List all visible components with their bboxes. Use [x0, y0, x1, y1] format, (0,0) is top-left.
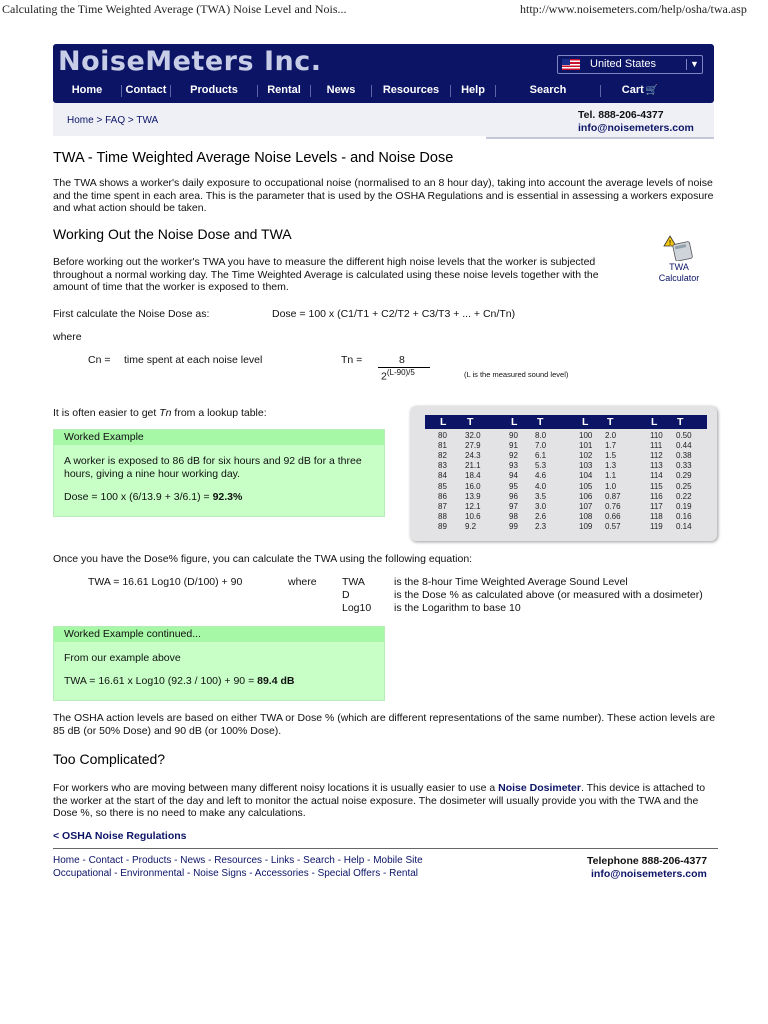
lookup-cell-time: 2.3 — [535, 521, 547, 531]
section-heading-complicated: Too Complicated? — [53, 751, 166, 767]
lookup-cell-time: 2.0 — [605, 431, 617, 440]
lookup-cell-level: 80 — [438, 431, 447, 440]
lookup-cell-level: 100 — [579, 431, 593, 440]
footer-separator: - — [111, 868, 121, 879]
lookup-cell-time: 21.1 — [465, 461, 481, 471]
worked-continued-formula — [54, 675, 384, 688]
footer-link-resources[interactable]: Resources — [214, 855, 263, 866]
lookup-cell-level: 99 — [509, 521, 518, 531]
section-heading-working: Working Out the Noise Dose and TWA — [53, 226, 292, 242]
lookup-cell-time: 1.5 — [605, 451, 617, 461]
lookup-cell-time: 4.6 — [535, 471, 547, 481]
lookup-header-t: T — [677, 416, 684, 428]
lookup-text-tn: Tn — [159, 407, 172, 419]
nav-products[interactable]: Products — [190, 84, 238, 97]
footer-separator: - — [334, 855, 344, 866]
lookup-cell-time: 0.29 — [676, 471, 692, 481]
lookup-cell-time: 0.22 — [676, 491, 692, 501]
footer-links-row1 — [53, 855, 423, 867]
lookup-header-t: T — [537, 416, 544, 428]
calc-label-line1: TWA — [669, 262, 689, 272]
footer-link-noise-signs[interactable]: Noise Signs — [193, 868, 247, 879]
lookup-cell-level: 108 — [579, 511, 593, 521]
tn-base: 2 — [381, 370, 387, 383]
tn-denominator — [381, 368, 415, 383]
lookup-cell-time: 3.5 — [535, 491, 547, 501]
footer-separator: - — [364, 855, 374, 866]
lookup-cell-time: 27.9 — [465, 441, 481, 451]
lookup-cell-level: 82 — [438, 451, 447, 461]
breadcrumb-faq[interactable]: FAQ — [105, 115, 126, 126]
noise-dosimeter-link[interactable]: Noise Dosimeter — [498, 782, 581, 794]
page-title: TWA - Time Weighted Average Noise Levels - and Noise Dose — [53, 150, 454, 166]
lookup-cell-level: 118 — [650, 511, 663, 521]
lookup-cell-time: 4.0 — [535, 481, 547, 491]
lookup-cell-time: 3.0 — [535, 501, 547, 511]
breadcrumb-separator: > — [127, 115, 134, 126]
worked-continued-text: From our example above — [64, 652, 181, 664]
lookup-cell-time: 0.76 — [605, 501, 621, 511]
header-email-link[interactable]: info@noisemeters.com — [578, 122, 694, 134]
lookup-header-l: L — [651, 416, 658, 428]
footer-telephone: Telephone 888-206-4377 — [587, 855, 708, 867]
complicated-paragraph — [53, 782, 718, 820]
complicated-text-pre: For workers who are moving between many different noisy locations it is usually easier to use a — [53, 782, 499, 794]
cn-label: Cn = — [88, 354, 111, 366]
dose-formula: Dose = 100 x (C1/T1 + C2/T2 + C3/T3 + ... + Cn/Tn) — [272, 308, 516, 320]
intro-paragraph: The TWA shows a worker's daily exposure to occupational noise (normalised to an 8 hour day), taking into account the average levels of noise and the time spent in each area. This is the parameter that is used by the OSHA Regulations and is essential in assessing a workers exposure and what action should be taken. — [53, 177, 714, 214]
lookup-cell-time: 1.3 — [605, 461, 617, 471]
lookup-cell-time: 0.19 — [676, 501, 692, 511]
nav-home[interactable]: Home — [71, 84, 103, 97]
footer-separator: - — [308, 868, 318, 879]
lookup-cell-level: 83 — [438, 461, 447, 471]
lookup-cell-level: 89 — [438, 521, 447, 531]
calculator-icon[interactable] — [663, 235, 693, 261]
footer-separator: - — [205, 855, 215, 866]
footer-link-links[interactable]: Links — [270, 855, 295, 866]
worked-twa-result: 89.4 dB — [257, 675, 295, 687]
twa-formula: TWA = 16.61 Log10 (D/100) + 90 — [88, 576, 243, 588]
twa-calculator-link[interactable] — [652, 262, 706, 284]
lookup-cell-time: 12.1 — [465, 501, 481, 511]
lookup-cell-time: 7.0 — [535, 441, 547, 451]
nav-cart-label: Cart — [621, 84, 644, 97]
lookup-cell-time: 10.6 — [465, 511, 481, 521]
footer-link-products[interactable]: Products — [131, 855, 172, 866]
def-term-log10: Log10 — [342, 602, 372, 614]
country-selector-value: United States — [590, 57, 657, 70]
cn-description: time spent at each noise level — [124, 354, 263, 366]
lookup-cell-level: 98 — [509, 511, 518, 521]
lookup-cell-level: 109 — [579, 521, 593, 531]
nav-resources[interactable]: Resources — [382, 84, 440, 97]
breadcrumb-current: TWA — [136, 115, 159, 126]
footer-link-mobile-site[interactable]: Mobile Site — [373, 855, 423, 866]
worked-example-dose — [54, 491, 384, 504]
lookup-cell-time: 24.3 — [465, 451, 481, 461]
chevron-down-icon: ▼ — [686, 59, 702, 70]
lookup-header-t: T — [467, 416, 474, 428]
nav-help[interactable]: Help — [461, 84, 485, 97]
breadcrumb — [67, 115, 158, 127]
nav-contact[interactable]: Contact — [125, 84, 167, 97]
lookup-header-l: L — [582, 416, 589, 428]
lookup-text-post: from a lookup table: — [171, 407, 267, 419]
lookup-cell-time: 2.6 — [535, 511, 547, 521]
tn-exponent: (L-90)/5 — [386, 368, 415, 377]
lookup-cell-level: 106 — [579, 491, 593, 501]
lookup-cell-level: 103 — [579, 461, 593, 471]
lookup-cell-level: 90 — [509, 431, 518, 440]
footer-divider — [53, 848, 718, 849]
worked-example-continued-title: Worked Example continued... — [54, 627, 384, 642]
lookup-cell-level: 92 — [509, 451, 518, 461]
footer-separator: - — [123, 855, 132, 866]
breadcrumb-home[interactable]: Home — [67, 115, 94, 126]
lookup-cell-time: 0.57 — [605, 521, 621, 531]
footer-link-help[interactable]: Help — [343, 855, 365, 866]
us-flag-icon — [562, 59, 580, 70]
lookup-header-l: L — [440, 416, 447, 428]
lookup-cell-time: 0.14 — [676, 521, 692, 531]
lookup-cell-time: 0.33 — [676, 461, 692, 471]
footer-email-link[interactable]: info@noisemeters.com — [591, 868, 707, 880]
def-term-d: D — [342, 589, 350, 601]
country-selector[interactable] — [557, 55, 703, 74]
footer-links-row2 — [53, 868, 418, 880]
footer-link-special-offers[interactable]: Special Offers — [317, 868, 381, 879]
lookup-cell-level: 104 — [579, 471, 593, 481]
footer-separator: - — [294, 855, 304, 866]
lookup-cell-time: 9.2 — [465, 521, 477, 531]
cart-icon: 🛒 — [645, 85, 659, 97]
lookup-cell-time: 0.16 — [676, 511, 692, 521]
tn-note: (L is the measured sound level) — [464, 370, 569, 379]
lookup-cell-level: 116 — [650, 491, 663, 501]
lookup-cell-level: 102 — [579, 451, 593, 461]
lookup-cell-time: 0.38 — [676, 451, 692, 461]
footer-link-environmental[interactable]: Environmental — [120, 868, 185, 879]
lookup-cell-level: 114 — [650, 471, 663, 481]
def-desc-twa: is the 8-hour Time Weighted Average Sound Level — [394, 576, 628, 588]
lookup-cell-time: 6.1 — [535, 451, 547, 461]
footer-link-home[interactable]: Home — [53, 855, 80, 866]
lookup-cell-time: 0.50 — [676, 431, 692, 440]
lookup-text-pre: It is often easier to get — [53, 407, 160, 419]
lookup-cell-level: 107 — [579, 501, 593, 511]
where-label: where — [53, 331, 82, 343]
nav-cart[interactable] — [601, 84, 679, 97]
lookup-cell-level: 81 — [438, 441, 447, 451]
lookup-cell-level: 91 — [509, 441, 518, 451]
print-page-title: Calculating the Time Weighted Average (TWA) Noise Level and Nois... — [2, 2, 347, 16]
lookup-cell-time: 1.7 — [605, 441, 617, 451]
lookup-header-l: L — [511, 416, 518, 428]
def-term-twa: TWA — [342, 576, 365, 588]
lookup-cell-level: 88 — [438, 511, 447, 521]
working-paragraph: Before working out the worker's TWA you have to measure the different high noise levels that the worker is subjected throughout a normal working day. The Time Weighted Average is calculated using these noise levels together with the amount of time that the worker is exposed to them. — [53, 256, 599, 293]
lookup-cell-level: 101 — [579, 441, 593, 451]
where-label-2: where — [288, 576, 317, 588]
footer-link-accessories[interactable]: Accessories — [254, 868, 309, 879]
tn-label: Tn = — [341, 354, 363, 366]
first-calc-text: First calculate the Noise Dose as: — [53, 308, 210, 320]
lookup-cell-time: 1.1 — [605, 471, 617, 481]
calc-label-line2: Calculator — [658, 273, 700, 283]
lookup-cell-time: 0.44 — [676, 441, 692, 451]
osha-regulations-link[interactable]: < OSHA Noise Regulations — [53, 830, 187, 842]
print-page-url: http://www.noisemeters.com/help/osha/twa.asp — [520, 2, 747, 16]
lookup-cell-time: 1.0 — [605, 481, 617, 491]
lookup-cell-level: 95 — [509, 481, 518, 491]
nav-news[interactable]: News — [326, 84, 356, 97]
lookup-cell-level: 113 — [650, 461, 663, 471]
footer-link-occupational[interactable]: Occupational — [53, 868, 112, 879]
lookup-cell-time: 16.0 — [465, 481, 481, 491]
svg-text:!: ! — [668, 239, 672, 247]
lookup-cell-level: 115 — [650, 481, 663, 491]
lookup-cell-level: 117 — [650, 501, 663, 511]
lookup-cell-time: 8.0 — [535, 431, 547, 440]
lookup-cell-level: 87 — [438, 501, 447, 511]
once-text: Once you have the Dose% figure, you can calculate the TWA using the following equation: — [53, 553, 473, 565]
lookup-cell-time: 0.66 — [605, 511, 621, 521]
lookup-cell-level: 105 — [579, 481, 593, 491]
worked-dose-result: 92.3% — [212, 491, 243, 503]
worked-dose-formula: Dose = 100 x (6/13.9 + 3/6.1) = — [64, 491, 213, 503]
lookup-cell-time: 0.87 — [605, 491, 621, 501]
lookup-cell-level: 85 — [438, 481, 447, 491]
lookup-cell-level: 86 — [438, 491, 447, 501]
lookup-cell-time: 18.4 — [465, 471, 481, 481]
footer-link-contact[interactable]: Contact — [88, 855, 124, 866]
lookup-cell-level: 112 — [650, 451, 663, 461]
def-desc-d: is the Dose % as calculated above (or measured with a dosimeter) — [394, 589, 703, 601]
footer-link-search[interactable]: Search — [303, 855, 335, 866]
lookup-cell-level: 96 — [509, 491, 518, 501]
lookup-cell-time: 0.25 — [676, 481, 692, 491]
site-logo[interactable]: NoiseMeters Inc. — [58, 46, 322, 77]
worked-example-box — [53, 429, 385, 517]
footer-link-rental[interactable]: Rental — [389, 868, 418, 879]
lookup-cell-level: 111 — [650, 441, 663, 451]
lookup-header-t: T — [607, 416, 614, 428]
footer-separator: - — [79, 855, 89, 866]
lookup-cell-level: 97 — [509, 501, 518, 511]
lookup-cell-time: 13.9 — [465, 491, 481, 501]
def-desc-log10: is the Logarithm to base 10 — [394, 602, 521, 614]
lookup-cell-level: 110 — [650, 431, 663, 440]
osha-levels-paragraph: The OSHA action levels are based on either TWA or Dose % (which are different representations of the same number). These action levels are 85 dB (or 50% Dose) and 90 dB (or 100% Dose). — [53, 712, 716, 737]
footer-separator: - — [246, 868, 255, 879]
tn-numerator: 8 — [399, 354, 405, 366]
lookup-cell-level: 93 — [509, 461, 518, 471]
footer-separator: - — [171, 855, 181, 866]
lookup-cell-level: 84 — [438, 471, 447, 481]
lookup-cell-level: 119 — [650, 521, 663, 531]
footer-separator: - — [262, 855, 271, 866]
lookup-cell-level: 94 — [509, 471, 518, 481]
complicated-text-post: . This device is attached to the worker at the start of the day and left to monitor the actual noise exposure. The dosimeter will usually provide you with the TWA and the Dose %, so there is no need to make any calculations. — [53, 782, 706, 819]
lookup-cell-time: 5.3 — [535, 461, 547, 471]
worked-example-text: A worker is exposed to 86 dB for six hours and 92 dB for a three hours, giving a nine hour working day. — [64, 455, 362, 480]
nav-rental[interactable]: Rental — [267, 84, 301, 97]
worked-twa-formula: TWA = 16.61 x Log10 (92.3 / 100) + 90 = — [64, 675, 258, 687]
breadcrumb-separator: > — [96, 115, 103, 126]
footer-separator: - — [184, 868, 194, 879]
nav-search[interactable]: Search — [529, 84, 567, 97]
worked-example-title: Worked Example — [54, 430, 384, 445]
header-telephone: Tel. 888-206-4377 — [578, 109, 664, 121]
lookup-cell-time: 32.0 — [465, 431, 481, 440]
worked-example-continued-box — [53, 626, 385, 701]
main-nav — [53, 81, 714, 101]
lookup-text — [53, 407, 267, 420]
footer-link-news[interactable]: News — [180, 855, 206, 866]
footer-separator: - — [380, 868, 390, 879]
